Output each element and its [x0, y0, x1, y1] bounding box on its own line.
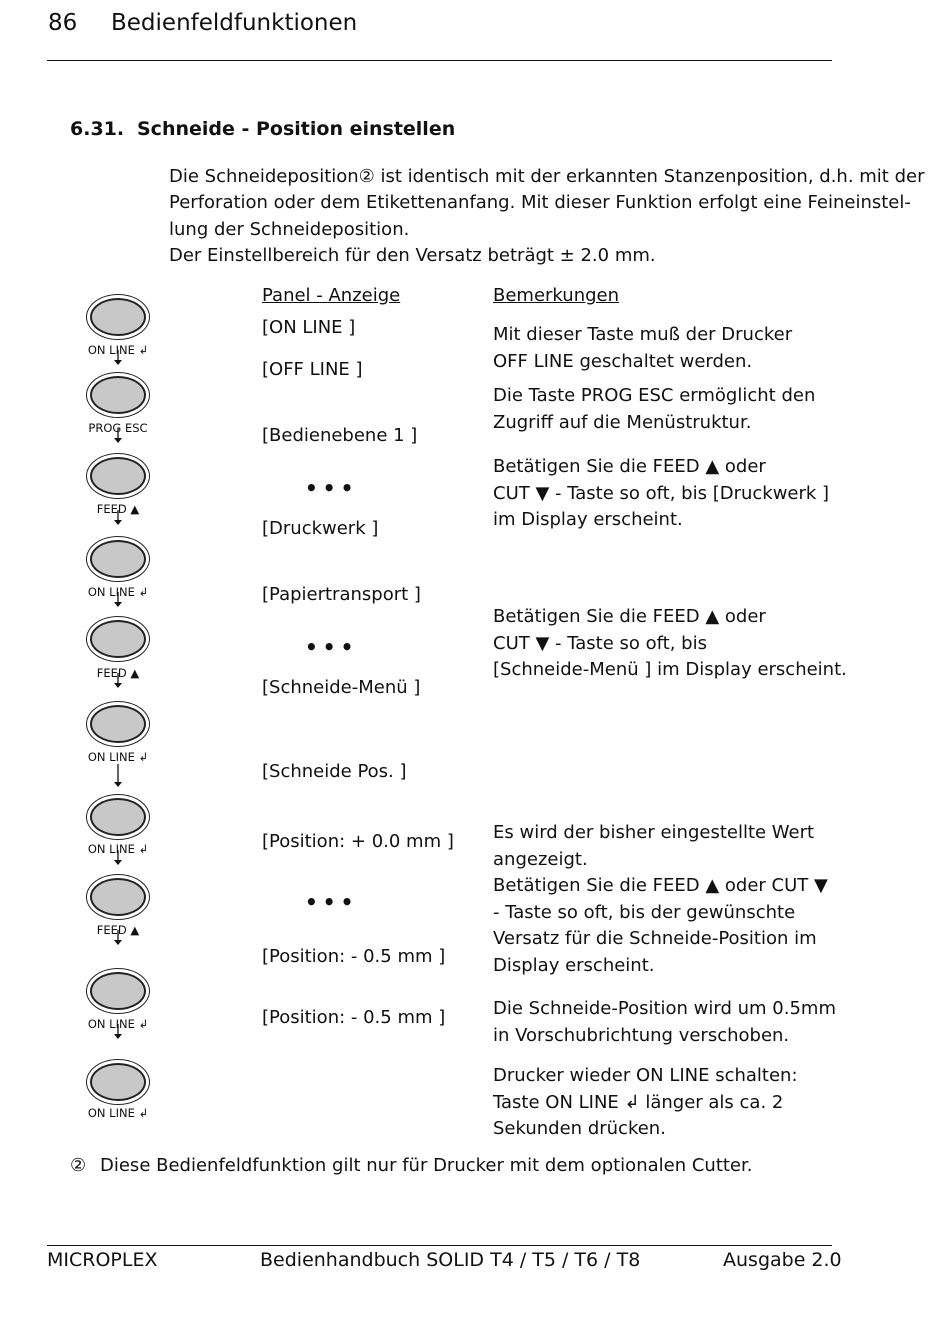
ellipsis: ••• — [305, 476, 359, 500]
footnote-text: Diese Bedienfeldfunktion gilt nur für Drucker mit dem optionalen Cutter. — [100, 1155, 753, 1176]
key-label: FEED ▲ — [96, 502, 140, 516]
panel-display: [Position: + 0.0 mm ] — [262, 831, 454, 852]
arrow-down-icon — [112, 764, 124, 788]
key-label: ON LINE ↲ — [87, 343, 149, 357]
footnote — [70, 1155, 752, 1176]
key-label: ON LINE ↲ — [87, 1017, 149, 1031]
footnote-mark: ② — [70, 1155, 87, 1176]
arrow-down-icon — [112, 1024, 124, 1040]
footer-rule — [47, 1245, 832, 1246]
intro-line: lung der Schneideposition. — [169, 219, 410, 240]
header-rule — [47, 60, 832, 61]
key-label: FEED ▲ — [96, 923, 140, 937]
key-label: PROG ESC — [88, 421, 148, 435]
key-label: FEED ▲ — [96, 666, 140, 680]
remarks-column-header: Bemerkungen — [493, 285, 620, 306]
online-key-icon — [86, 794, 150, 840]
prog-esc-key-icon — [86, 372, 150, 418]
panel-display: [Schneide-Menü ] — [262, 677, 421, 698]
ellipsis: ••• — [305, 635, 359, 659]
remark: Drucker wieder ON LINE schalten: Taste ON LINE ↲ länger als ca. 2 Sekunden drücken. — [493, 1065, 798, 1139]
arrow-down-icon — [112, 510, 124, 526]
footer-edition: Ausgabe 2.0 — [723, 1249, 842, 1271]
feed-key-icon — [86, 453, 150, 499]
online-key-icon — [86, 701, 150, 747]
remark: Mit dieser Taste muß der Drucker OFF LINE geschaltet werden. — [493, 324, 793, 372]
page-number: 86 — [48, 10, 78, 36]
arrow-down-icon — [112, 930, 124, 946]
feed-key-icon — [86, 616, 150, 662]
header-title: Bedienfeldfunktionen — [111, 10, 358, 36]
panel-display: [Schneide Pos. ] — [262, 761, 407, 782]
online-key-icon — [86, 1059, 150, 1105]
remark: Betätigen Sie die FEED ▲ oder CUT ▼ - Taste so oft, bis [Druckwerk ] im Display erscheint. — [493, 456, 830, 530]
panel-column-header: Panel - Anzeige — [262, 285, 401, 306]
arrow-down-icon — [112, 350, 124, 366]
intro-line: Der Einstellbereich für den Versatz beträgt ± 2.0 mm. — [169, 245, 656, 266]
footer-brand: MICROPLEX — [47, 1249, 158, 1271]
section-title: Schneide - Position einstellen — [137, 118, 456, 140]
panel-display: [Position: - 0.5 mm ] — [262, 1007, 446, 1028]
remark: Es wird der bisher eingestellte Wert angezeigt. Betätigen Sie die FEED ▲ oder CUT ▼ - Taste so oft, bis der gewünschte Versatz für die Schneide-Position im Display erscheint. — [493, 822, 828, 976]
arrow-down-icon — [112, 850, 124, 866]
panel-display: [Position: - 0.5 mm ] — [262, 946, 446, 967]
arrow-down-icon — [112, 592, 124, 608]
remark: Die Schneide-Position wird um 0.5mm in Vorschubrichtung verschoben. — [493, 998, 836, 1046]
online-key-icon — [86, 968, 150, 1014]
ellipsis: ••• — [305, 890, 359, 914]
key-label: ON LINE ↲ — [87, 585, 149, 599]
panel-display: [Druckwerk ] — [262, 518, 379, 539]
section-heading — [70, 118, 455, 140]
key-label: ON LINE ↲ — [87, 1106, 149, 1120]
arrow-down-icon — [112, 428, 124, 444]
online-key-icon — [86, 294, 150, 340]
feed-key-icon — [86, 874, 150, 920]
panel-display: [Bedienebene 1 ] — [262, 425, 418, 446]
arrow-down-icon — [112, 673, 124, 689]
online-key-icon — [86, 536, 150, 582]
panel-display: [ON LINE ] — [262, 317, 356, 338]
remark: Betätigen Sie die FEED ▲ oder CUT ▼ - Taste so oft, bis [Schneide-Menü ] im Display erscheint. — [493, 606, 847, 680]
key-label: ON LINE ↲ — [87, 842, 149, 856]
panel-display: [OFF LINE ] — [262, 359, 363, 380]
panel-display: [Papiertransport ] — [262, 584, 421, 605]
section-number: 6.31. — [70, 118, 125, 140]
intro-line: Perforation oder dem Etikettenanfang. Mit dieser Funktion erfolgt eine Feineinstel- — [169, 192, 911, 213]
footer-manual-title: Bedienhandbuch SOLID T4 / T5 / T6 / T8 — [260, 1249, 641, 1271]
intro-line: Die Schneideposition② ist identisch mit der erkannten Stanzenposition, d.h. mit der — [169, 166, 925, 187]
key-label: ON LINE ↲ — [87, 750, 149, 764]
remark: Die Taste PROG ESC ermöglicht den Zugriff auf die Menüstruktur. — [493, 385, 816, 433]
